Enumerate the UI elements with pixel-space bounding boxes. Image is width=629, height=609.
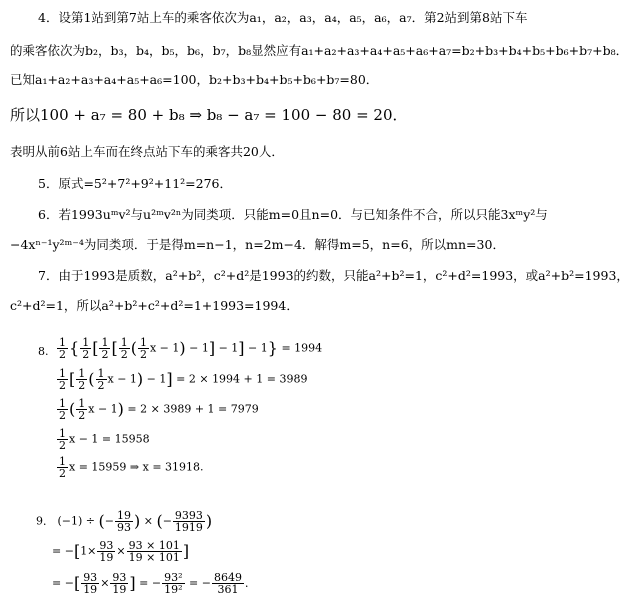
problem9-row2-frac2-num: 93 × 101: [128, 539, 180, 552]
problem9-row3-frac4-num: 8649: [213, 571, 242, 584]
problem9-row2-frac2-den: 19 × 101: [128, 551, 180, 564]
problem9-label: 9．: [36, 514, 54, 528]
problem9-row3-frac2-den: 19: [112, 583, 127, 596]
problem9-row1-head: (−1) ÷: [57, 514, 96, 528]
problem9-frac-a-num: 19: [116, 509, 131, 522]
problem9-row3-frac4-den: 361: [217, 583, 239, 596]
problem9-frac-a-den: 93: [116, 521, 131, 534]
problem9-row3-frac2-num: 93: [112, 571, 127, 584]
problem7-line2: c²+d²=1，所以a²+b²+c²+d²=1+1993=1994．: [10, 298, 299, 313]
problem9-row2-frac1-den: 19: [99, 551, 114, 564]
problem4-equation: 所以100 + a₇ = 80 + b₈ ⇒ b₈ − a₇ = 100 − 80 = 20．: [10, 106, 408, 124]
problem5-line1: 5．原式=5²+7²+9²+11²=276．: [38, 176, 232, 191]
problem9-row1: 9． (−1) ÷ (− $\frac{19}{93}$ ) × (− $\frac{9393}{1919}$ ): [36, 509, 213, 534]
problem9-frac-b-den: 1919: [174, 521, 203, 534]
problem9-row2-frac1-num: 93: [99, 539, 114, 552]
problem8-row5-result: x = 15959 ⇒ x = 31918.: [69, 460, 204, 474]
problem9-row3-frac3-den: 19²: [164, 583, 183, 596]
problem8-row3: $\frac{1}{2}$ ( $\frac{1}{2}$ x − 1) = 2 × 3989 + 1 = 7979: [59, 397, 259, 422]
problem8-label: 8.: [38, 345, 49, 358]
problem9-row2: = −[1× $\frac{93}{19}$ × $\frac{93 \times 101}{19 \times 101}$ ]: [52, 539, 190, 564]
problem8-row4-result: x − 1 = 15958: [69, 432, 150, 446]
problem9-row3-frac1-num: 93: [83, 571, 98, 584]
problem8-row2: $\frac{1}{2}$ [ $\frac{1}{2}$ ( $\frac{1}{2}$ x − 1) − 1] = 2 × 1994 + 1 = 3989: [59, 367, 308, 392]
problem7-line1: 7．由于1993是质数，a²+b²，c²+d²是1993的约数，只能a²+b²=1，c²+d²=1993，或a²+b²=1993，: [38, 268, 629, 283]
problem8-row4: $\frac{1}{2}$ x − 1 = 15958: [59, 427, 150, 452]
problem6-line2: −4xⁿ⁻¹y²ᵐ⁻⁴为同类项．于是得m=n−1，n=2m−4．解得m=5，n=6，所以mn=30．: [10, 237, 505, 252]
problem8-row2-result: = 2 × 1994 + 1 = 3989: [176, 372, 308, 386]
problem9-frac-b-num: 9393: [174, 509, 203, 522]
problem9-row3-frac3-num: 93²: [164, 571, 183, 584]
problem4-line3: 已知a₁+a₂+a₃+a₄+a₅+a₆=100，b₂+b₃+b₄+b₅+b₆+b₇=80．: [10, 72, 379, 87]
problem8-row3-result: = 2 × 3989 + 1 = 7979: [127, 402, 259, 416]
problem8-row5: $\frac{1}{2}$ x = 15959 ⇒ x = 31918.: [59, 455, 204, 480]
problem4-line1: 4．设第1站到第7站上车的乘客依次为a₁，a₂，a₃，a₄，a₅，a₆，a₇．第2站到第8站下车: [38, 10, 528, 25]
problem8-row1: $\frac{1}{2}$ { $\frac{1}{2}$ [ $\frac{1}{2}$ [ $\frac{1}{2}$ ( $\frac{1}{2}$ x − 1) − 1] − 1] − 1} = 1994: [59, 336, 323, 361]
problem8-row1-result: = 1994: [281, 341, 323, 355]
problem6-line1: 6．若1993uᵐv²与u²ᵐv²ⁿ为同类项．只能m=0且n=0．与已知条件不合，所以只能3xᵐy²与: [38, 207, 548, 222]
problem4-line2: 的乘客依次为b₂，b₃，b₄，b₅，b₆，b₇，b₈显然应有a₁+a₂+a₃+a₄+a₅+a₆+a₇=b₂+b₃+b₄+b₅+b₆+b₇+b₈．: [10, 43, 629, 58]
problem9-row3-frac1-den: 19: [83, 583, 98, 596]
problem4-conclusion: 表明从前6站上车而在终点站下车的乘客共20人．: [10, 144, 284, 159]
problem9-row3: = −[ $\frac{93}{19}$ × $\frac{93}{19}$ ] = − $\frac{\text{93²}}{\text{19²}}$ = − $\frac{8649}{361}$ ．: [52, 571, 256, 596]
